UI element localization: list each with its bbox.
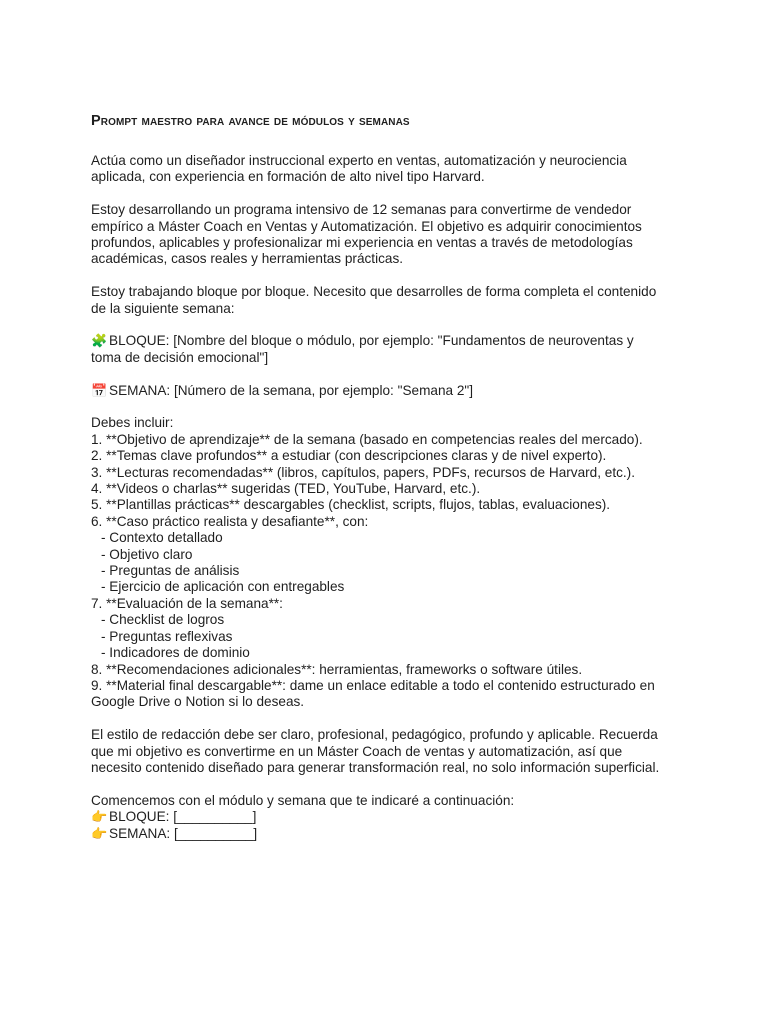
bloque-text: BLOQUE: [Nombre del bloque o módulo, por ejemplo: "Fundamentos de neuroventas y (109, 333, 634, 349)
list-item: 7. **Evaluación de la semana**: (91, 595, 283, 611)
closing-line: Comencemos con el módulo y semana que te indicaré a continuación: (91, 792, 515, 808)
list-subitem: - Objetivo claro (101, 546, 193, 562)
puzzle-icon: 🧩 (91, 333, 108, 349)
semana-line (91, 383, 701, 399)
bloque-line: toma de decisión emocional"] (91, 349, 269, 365)
intro-paragraph (91, 153, 701, 186)
calendar-icon: 📅 (91, 382, 108, 398)
closing-paragraph (91, 793, 701, 842)
context-paragraph (91, 202, 701, 268)
style-paragraph (91, 727, 701, 776)
list-item: 4. **Videos o charlas** sugeridas (TED, YouTube, Harvard, etc.). (91, 481, 481, 497)
list-item: 9. **Material final descargable**: dame un enlace editable a todo el contenido estructurado en (91, 677, 655, 693)
list-item: 1. **Objetivo de aprendizaje** de la semana (basado en competencias reales del mercado). (91, 431, 643, 447)
list-item: 6. **Caso práctico realista y desafiante**, con: (91, 513, 369, 529)
document-body (91, 111, 701, 842)
include-heading: Debes incluir: (91, 415, 174, 431)
list-subitem: - Checklist de logros (101, 612, 225, 628)
fill-text-semana: SEMANA: [__________] (109, 825, 258, 841)
list-subitem: - Preguntas reflexivas (101, 628, 233, 644)
semana-paragraph (91, 383, 701, 399)
pointing-hand-icon: 👉 (91, 809, 108, 825)
request-paragraph (91, 284, 701, 317)
bloque-paragraph (91, 333, 701, 366)
context-line: profundos, aplicables y profesionalizar mi experiencia en ventas a través de metodologías (91, 235, 633, 251)
list-item: 2. **Temas clave profundos** a estudiar (con descripciones claras y de nivel experto). (91, 448, 607, 464)
context-line: empírico a Máster Coach en Ventas y Automatización. El objetivo es adquirir conocimientos (91, 218, 642, 234)
fill-text-bloque: BLOQUE: [__________] (109, 809, 257, 825)
list-subitem: - Ejercicio de aplicación con entregables (101, 579, 345, 595)
request-line: de la siguiente semana: (91, 300, 235, 316)
list-subitem: - Contexto detallado (101, 530, 223, 546)
intro-line: Actúa como un diseñador instruccional experto en ventas, automatización y neurociencia (91, 153, 627, 168)
style-line: necesito contenido diseñado para generar transformación real, no solo información superficial. (91, 759, 660, 775)
style-line: que mi objetivo es convertirme en un Máster Coach de ventas y automatización, así que (91, 743, 623, 759)
list-subitem: - Indicadores de dominio (101, 645, 250, 661)
list-item: 3. **Lecturas recomendadas** (libros, capítulos, papers, PDFs, recursos de Harvard, etc.). (91, 464, 635, 480)
intro-line: aplicada, con experiencia en formación de alto nivel tipo Harvard. (91, 169, 485, 185)
style-line: El estilo de redacción debe ser claro, profesional, pedagógico, profundo y aplicable. Recuerda (91, 727, 658, 743)
fill-line-bloque (91, 809, 701, 825)
bloque-line (91, 333, 701, 349)
list-item: Google Drive o Notion si lo deseas. (91, 694, 305, 710)
context-line: académicas, casos reales y herramientas prácticas. (91, 251, 404, 267)
semana-text: SEMANA: [Número de la semana, por ejemplo: "Semana 2"] (109, 382, 474, 398)
document-title: Prompt maestro para avance de módulos y semanas (91, 113, 410, 129)
include-list (91, 415, 701, 710)
context-line: Estoy desarrollando un programa intensivo de 12 semanas para convertirme de vendedor (91, 202, 632, 218)
list-item: 8. **Recomendaciones adicionales**: herramientas, frameworks o software útiles. (91, 661, 583, 677)
list-subitem: - Preguntas de análisis (101, 563, 240, 579)
list-item: 5. **Plantillas prácticas** descargables (checklist, scripts, flujos, tablas, evaluaciones). (91, 497, 611, 513)
request-line: Estoy trabajando bloque por bloque. Necesito que desarrolles de forma completa el contenido (91, 284, 657, 300)
fill-line-semana (91, 826, 701, 842)
pointing-hand-icon: 👉 (91, 825, 108, 841)
